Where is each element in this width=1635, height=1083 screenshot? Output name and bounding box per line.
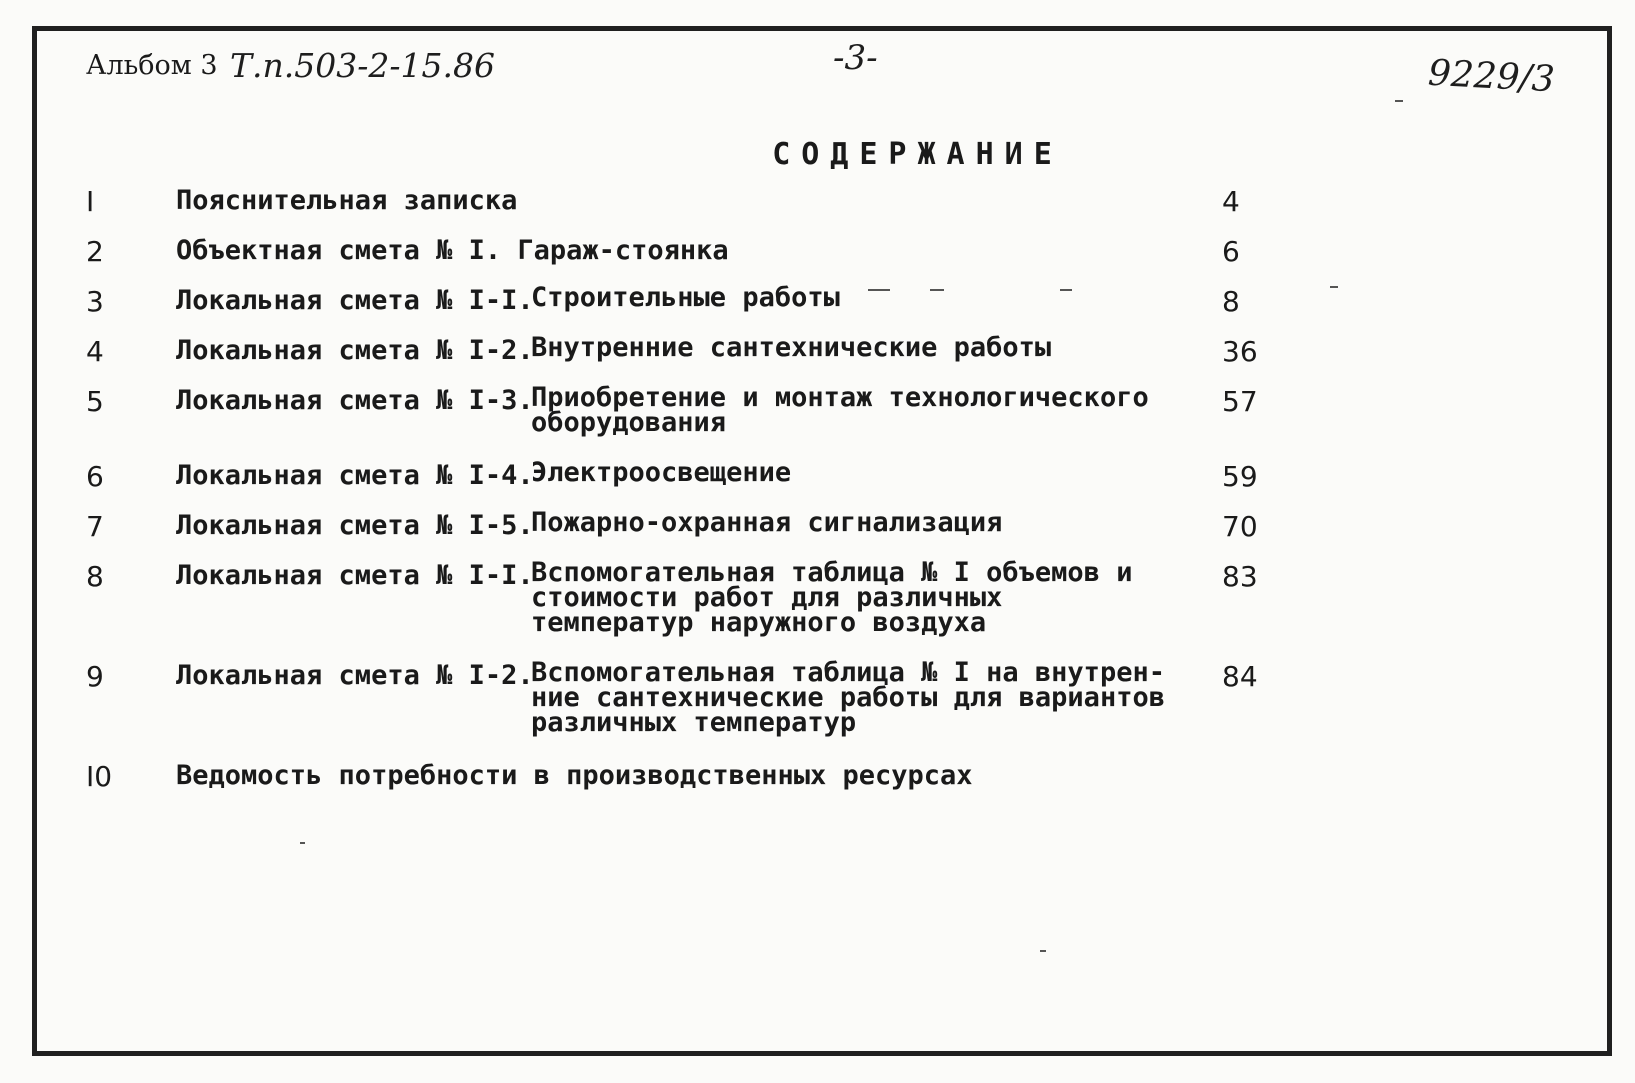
entry-title: Строительные работы [531,282,840,313]
entry-estimate-ref: Локальная смета № I-3. [176,385,534,416]
entry-title: Пожарно-охранная сигнализация [531,507,1003,538]
entry-page: 36 [1222,335,1258,368]
entry-number: 9 [86,660,104,693]
entry-number: 3 [86,285,104,318]
entry-number: 4 [86,335,104,368]
entry-page: 8 [1222,285,1240,318]
scan-speck [1040,950,1046,952]
entry-estimate-ref: Локальная смета № I-I. [176,560,534,591]
scan-speck [300,842,305,844]
page-border [32,26,1612,1056]
scan-speck [1060,289,1072,291]
entry-title: Ведомость потребности в производственных ресурсах [176,760,973,791]
entry-estimate-ref: Локальная смета № I-I. [176,285,534,316]
entry-number: 2 [86,235,104,268]
page-number: -3- [833,38,878,78]
entry-title: Внутренние сантехнические работы [531,332,1052,363]
project-code: Т.п.503-2-15.86 [230,46,495,85]
entry-page: 57 [1222,385,1258,418]
entry-page: 83 [1222,560,1258,593]
entry-estimate-ref: Локальная смета № I-2. [176,335,534,366]
entry-page: 4 [1222,185,1240,218]
entry-page: 70 [1222,510,1258,543]
entry-number: I [86,185,95,218]
entry-estimate-ref: Локальная смета № I-4. [176,460,534,491]
entry-number: 6 [86,460,104,493]
entry-page: 84 [1222,660,1258,693]
scan-speck [868,289,890,291]
entry-estimate-ref: Локальная смета № I-5. [176,510,534,541]
entry-number: 5 [86,385,104,418]
entry-title: Объектная смета № I. Гараж-стоянка [176,235,729,266]
scan-speck [1330,286,1338,288]
scan-speck [930,289,944,291]
entry-title: Приобретение и монтаж технологического оборудования [531,382,1149,438]
entry-title: Вспомогательная таблица № I объемов и стоимости работ для различных температур наружного воздуха [531,557,1133,638]
entry-number: 8 [86,560,104,593]
entry-number: 7 [86,510,104,543]
entry-title: Электроосвещение [531,457,792,488]
album-label: Альбом 3 [86,50,218,81]
entry-estimate-ref: Локальная смета № I-2. [176,660,534,691]
archive-number: 9229/3 [1427,52,1556,101]
entry-title: Пояснительная записка [176,185,518,216]
entry-page: 6 [1222,235,1240,268]
entry-title: Вспомогательная таблица № I на внутрен-ние сантехнические работы для вариантов различных температур [531,657,1165,738]
entry-page: 59 [1222,460,1258,493]
scan-speck [1395,100,1403,102]
entry-number: I0 [86,760,113,793]
page-title: СОДЕРЖАНИЕ [772,137,1063,172]
